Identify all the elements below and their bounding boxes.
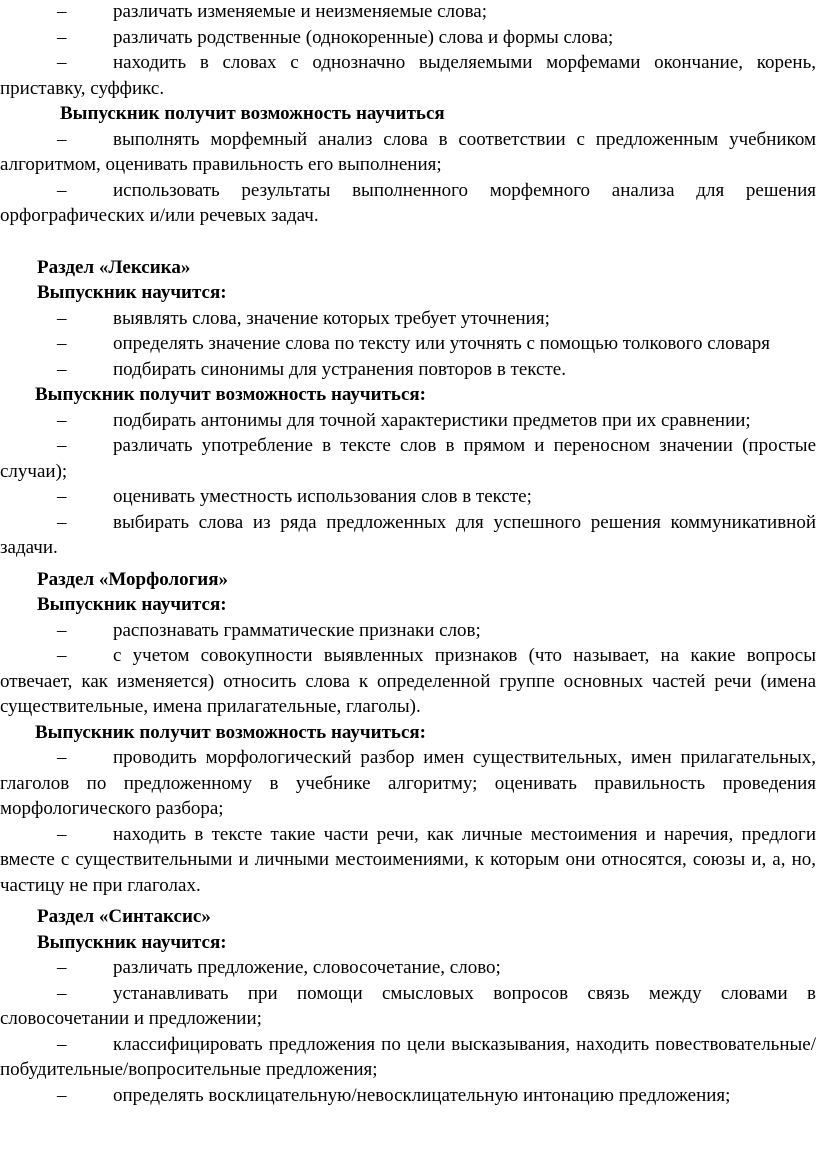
bullet-dash: –	[57, 511, 67, 533]
list-item	[0, 643, 816, 720]
list-item-text: оценивать уместность использования слов в тексте;	[113, 486, 532, 507]
list-item-text: различать предложение, словосочетание, слово;	[113, 957, 501, 978]
list-item	[0, 331, 816, 357]
list-item-text: подбирать синонимы для устранения повторов в тексте.	[113, 358, 566, 380]
list-item	[0, 408, 816, 434]
bullet-dash: –	[57, 1084, 67, 1106]
bullet-dash: –	[57, 435, 67, 456]
bullet-dash: –	[57, 333, 67, 354]
list-item-text: использовать результаты выполненного морфемного анализа для решения орфографических и/или речевых задач.	[0, 179, 816, 226]
list-item	[0, 1083, 816, 1109]
bullet-dash: –	[57, 747, 67, 768]
list-item	[0, 127, 816, 178]
spacer	[0, 229, 816, 255]
list-item	[0, 50, 816, 101]
bullet-dash: –	[57, 982, 67, 1004]
subsection-heading: Выпускник получит возможность научиться:	[35, 384, 427, 405]
list-item	[0, 1032, 816, 1083]
section-heading: Раздел «Лексика»	[37, 256, 191, 278]
list-item	[0, 357, 816, 383]
list-item-text: различать употребление в тексте слов в прямом и переносном значении (простые случаи);	[0, 435, 816, 482]
subsection-heading: Выпускник получит возможность научиться	[60, 103, 445, 124]
list-item-text: определять значение слова по тексту или уточнять с помощью толкового словаря	[113, 333, 771, 354]
list-item	[0, 0, 816, 25]
list-item-text: проводить морфологический разбор имен существительных, имен прилагательных, глаголов по предложенному в учебнике алгоритму; оценивать правильность проведения морфологического разбора;	[0, 747, 816, 819]
section-heading: Выпускник научится:	[37, 594, 227, 615]
bullet-dash: –	[57, 307, 67, 329]
bullet-dash: –	[57, 179, 67, 201]
list-item-text: распознавать грамматические признаки слов;	[113, 619, 481, 641]
bullet-dash: –	[57, 26, 67, 48]
list-item	[0, 745, 816, 822]
section-heading: Выпускник научится:	[37, 931, 227, 953]
bullet-dash: –	[57, 645, 67, 666]
list-item	[0, 433, 816, 484]
list-item	[0, 178, 816, 229]
subsection-heading: Выпускник получит возможность научиться:	[35, 721, 427, 743]
bullet-dash: –	[57, 957, 67, 978]
list-item-text: выбирать слова из ряда предложенных для успешного решения коммуникативной задачи.	[0, 511, 816, 558]
list-item-text: с учетом совокупности выявленных признаков (что называет, на какие вопросы отвечает, как изменяется) относить слова к определенной группе основных частей речи (имена существительные, имена прилагательные, глаголы).	[0, 645, 816, 717]
bullet-dash: –	[57, 486, 67, 507]
section-heading: Выпускник научится:	[37, 282, 227, 303]
list-item	[0, 25, 816, 51]
bullet-dash: –	[57, 128, 67, 150]
list-item	[0, 981, 816, 1032]
bullet-dash: –	[57, 823, 67, 845]
list-item	[0, 955, 816, 981]
section-heading: Раздел «Синтаксис»	[37, 906, 211, 927]
list-item-text: находить в словах с однозначно выделяемыми морфемами окончание, корень, приставку, суффикс.	[0, 52, 816, 99]
list-item	[0, 306, 816, 332]
bullet-dash: –	[57, 1, 67, 22]
list-item	[0, 618, 816, 644]
bullet-dash: –	[57, 409, 67, 431]
bullet-dash: –	[57, 52, 67, 73]
bullet-dash: –	[57, 619, 67, 641]
list-item-text: классифицировать предложения по цели высказывания, находить повествовательные/побудительные/вопросительные предложения;	[0, 1033, 816, 1080]
section-heading: Раздел «Морфология»	[37, 568, 229, 590]
list-item-text: различать родственные (однокоренные) слова и формы слова;	[113, 26, 614, 48]
list-item-text: подбирать антонимы для точной характеристики предметов при их сравнении;	[113, 409, 751, 431]
list-item-text: устанавливать при помощи смысловых вопросов связь между словами в словосочетании и предложении;	[0, 982, 816, 1029]
list-item	[0, 484, 816, 510]
list-item-text: различать изменяемые и неизменяемые слова;	[113, 1, 488, 22]
list-item-text: выявлять слова, значение которых требует уточнения;	[113, 307, 550, 329]
bullet-dash: –	[57, 358, 67, 380]
list-item-text: определять восклицательную/невосклицательную интонацию предложения;	[113, 1084, 731, 1106]
list-item-text: выполнять морфемный анализ слова в соответствии с предложенным учебником алгоритмом, оценивать правильность его выполнения;	[0, 128, 816, 175]
list-item-text: находить в тексте такие части речи, как личные местоимения и наречия, предлоги вместе с существительными и личными местоимениями, к которым они относятся, союзы и, а, но, частицу не при глаголах.	[0, 823, 816, 896]
bullet-dash: –	[57, 1033, 67, 1055]
list-item	[0, 822, 816, 899]
list-item	[0, 510, 816, 561]
